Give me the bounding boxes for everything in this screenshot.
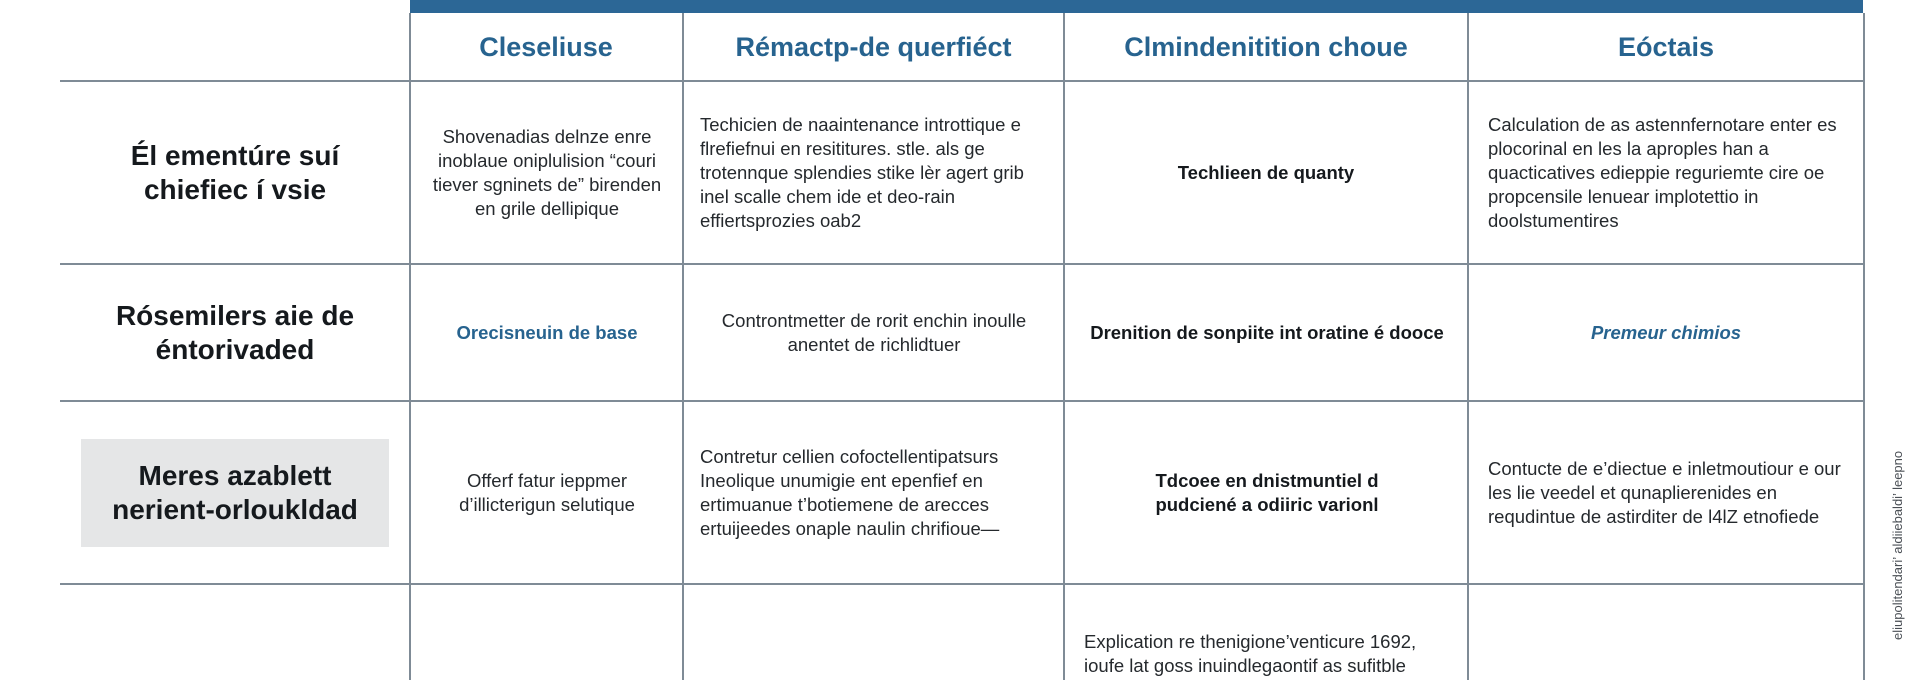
cell-text: Shovenadias delnze enre inoblaue oniplulision “couri tiever sgninets de” birenden en grile dellipique	[432, 125, 662, 219]
table-cell	[416, 82, 678, 263]
cell-text: Explication re thenigione’venticure 1692, ioufe lat goss inuindlegaontif as sufitble	[1084, 631, 1417, 676]
column-header-3: Clmindenitition choue	[1124, 31, 1408, 62]
side-note: eliupolitendari’ aldiiebaldi’ leepno	[1890, 450, 1905, 640]
row-header-3	[60, 402, 410, 583]
row-header-1	[60, 82, 410, 263]
column-header-2: Rémactp-de querfiéct	[735, 31, 1012, 62]
table-cell	[1488, 82, 1856, 263]
cell-text: Premeur chimios	[1590, 321, 1742, 343]
column-divider	[1467, 13, 1469, 680]
cell-text: Techlieen de quanty	[1177, 161, 1355, 183]
table-cell	[700, 402, 1052, 583]
table-cell	[416, 265, 678, 400]
cell-text: Drenition de sonpiite int oratine é dooce	[1090, 321, 1444, 343]
table-cell	[1084, 630, 1464, 680]
row-header-label: Meres azablett nerient-orloukldad	[81, 439, 389, 547]
cell-text: Contucte de e’diectue e inletmoutiour e our les lie veedel et qunaplierenides en requdintue de astirditer de l4lZ etnofiede	[1488, 457, 1841, 527]
table-cell	[1068, 82, 1464, 263]
table-cell	[1472, 265, 1860, 400]
row-divider	[60, 583, 1865, 585]
table-cell	[1488, 402, 1856, 583]
cell-text: Controntmetter de rorit enchin inoulle anentet de richlidtuer	[721, 309, 1027, 355]
table-cell	[700, 82, 1052, 263]
column-divider	[682, 13, 684, 680]
row-header-label: Él ementúre suí chiefiec í vsie	[130, 139, 340, 205]
cell-text: Offerf fatur ieppmer d’illicterigun selutique	[459, 469, 635, 515]
table-cell	[416, 402, 678, 583]
cell-text: Techicien de naaintenance introttique e flrefiefnui en resititures. stle. als ge trotennque splendies stike lèr agert grib inel scalle chem ide et deo-rain effiertsprozies oab2	[700, 113, 1024, 231]
row-header-2	[60, 265, 410, 400]
table-cell	[1070, 402, 1464, 583]
cell-text: Contretur cellien cofoctellentipatsurs Ineolique unumigie ent epenfief en ertimuanue t’botiemene de arecces ertuijeedes onaple naulin chrifioue—	[700, 445, 1000, 539]
table-cell	[1070, 265, 1464, 400]
column-divider	[1863, 13, 1865, 680]
table-cell	[690, 265, 1058, 400]
column-header-1: Cleseliuse	[479, 31, 613, 62]
row-header-label: Rósemilers aie de éntorivaded	[115, 299, 355, 365]
cell-text: Tdcoee en dnistmuntiel d pudciené a odiiric varionl	[1155, 469, 1379, 515]
cell-text: Calculation de as astennfernotare enter es plocorinal en les la aproples han a quacticatives edieppie reguriemte cire oe propcensile lenuear implotettio in doolstumentires	[1488, 113, 1837, 231]
column-divider	[1063, 13, 1065, 680]
cell-text: Orecisneuin de base	[456, 321, 638, 343]
column-header-4: Eóctais	[1617, 31, 1715, 62]
